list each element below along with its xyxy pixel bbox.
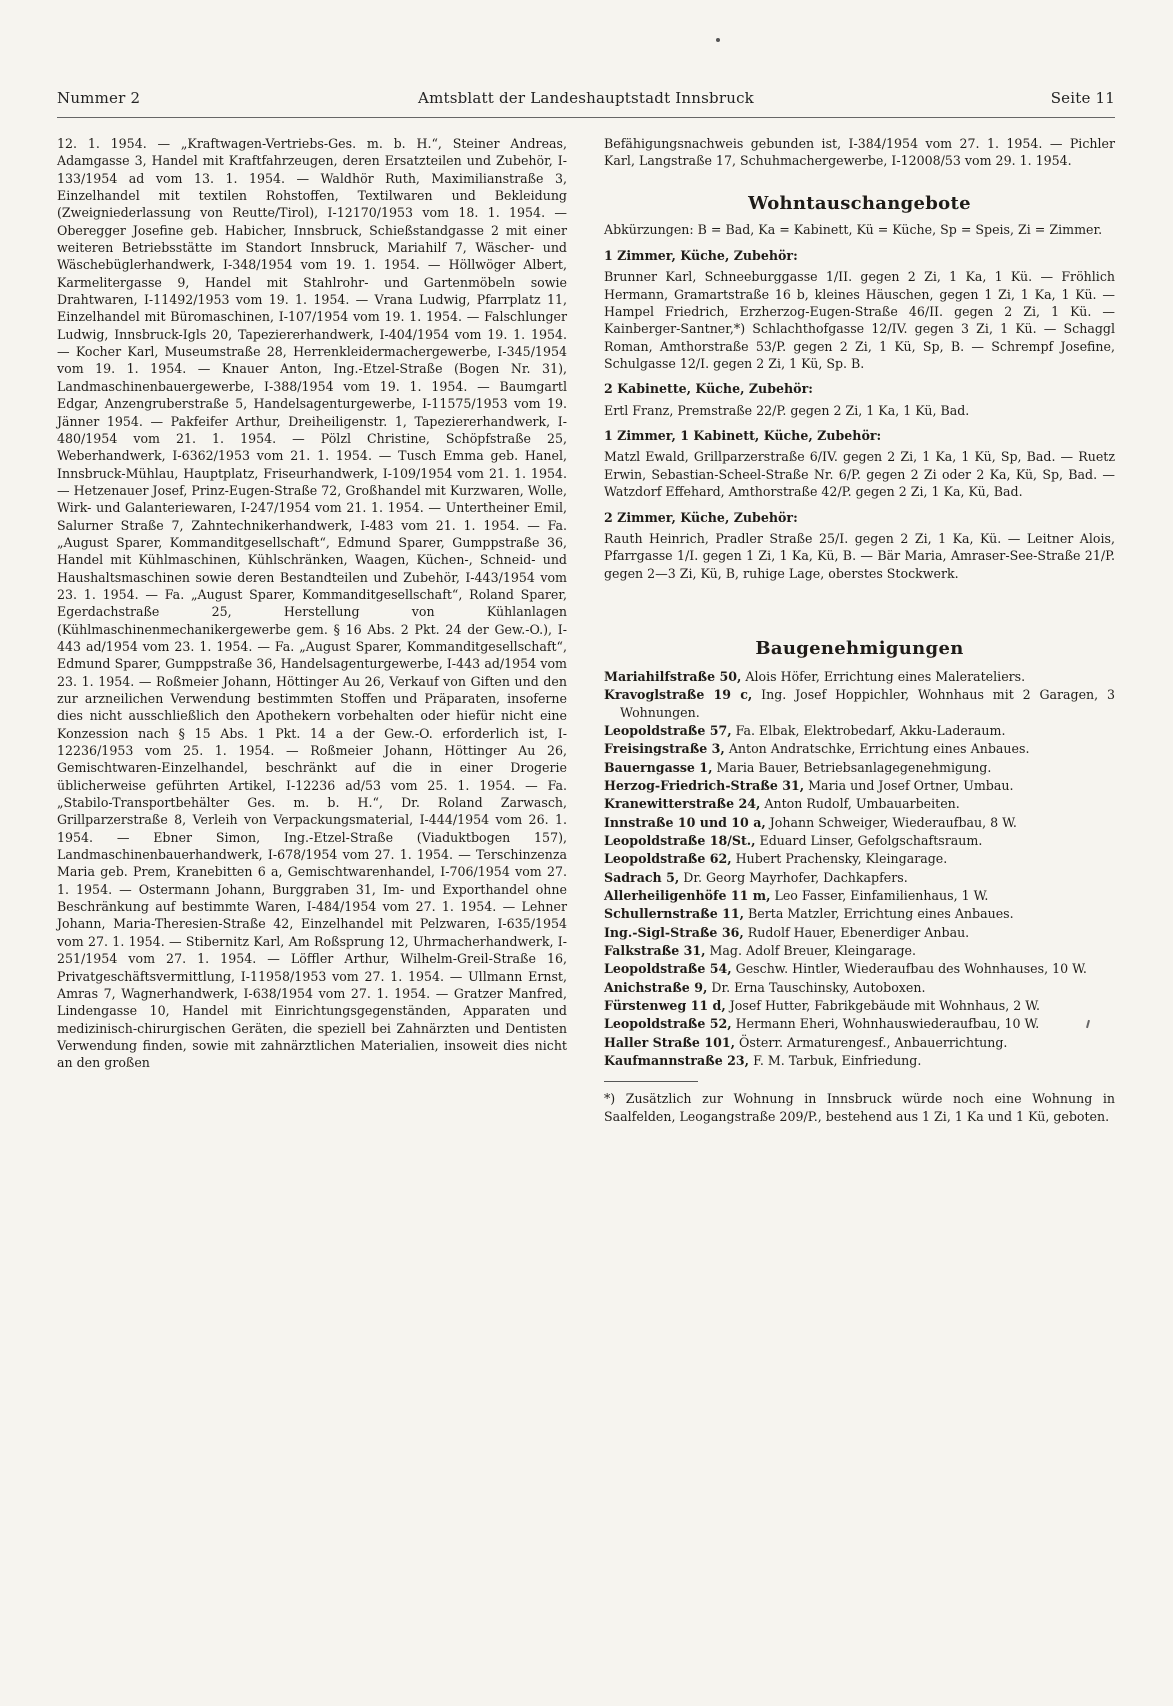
footnote: *) Zusätzlich zur Wohnung in Innsbruck würde noch eine Wohnung in Saalfelden, Leogangstraße 209/P., bestehend aus 1 Zi, 1 Ka und 1 Kü, geboten. <box>604 1091 1115 1124</box>
publication-title: Amtsblatt der Landeshauptstadt Innsbruck <box>418 89 754 107</box>
building-permit-item <box>604 850 1115 867</box>
building-permit-item <box>604 869 1115 886</box>
permit-details: Ing. Josef Hoppichler, Wohnhaus mit 2 Garagen, 3 Wohnungen. <box>620 687 1115 720</box>
permit-details: Alois Höfer, Errichtung eines Malerateliers. <box>741 668 1026 684</box>
housing-group-entries: Brunner Karl, Schneeburggasse 1/II. gegen 2 Zi, 1 Ka, 1 Kü. — Fröhlich Hermann, Gramartstraße 16 b, kleines Häuschen, gegen 1 Zi, 1 Ka, 1 Kü. — Hampel Friedrich, Erzherzog-Eugen-Straße 46/II. gegen 2 Zi, 1 Kü. — Kainberger-Santner,*) Schlachthofgasse 12/IV. gegen 3 Zi, 1 Kü. — Schaggl Roman, Amthorstraße 53/P. gegen 2 Zi, 1 Kü, Sp, B. — Schrempf Josefine, Schulgasse 12/I. gegen 2 Zi, 1 Kü, Sp. B. <box>604 269 1115 372</box>
left-column <box>57 135 567 1072</box>
housing-group-heading: 1 Zimmer, Küche, Zubehör: <box>604 248 798 264</box>
permit-street: Sadrach 5, <box>604 869 680 885</box>
abbreviation-legend: Abkürzungen: B = Bad, Ka = Kabinett, Kü = Küche, Sp = Speis, Zi = Zimmer. <box>604 221 1103 237</box>
permit-details: Eduard Linser, Gefolgschaftsraum. <box>755 832 983 848</box>
building-permit-item <box>604 1052 1115 1069</box>
building-permit-item <box>604 722 1115 739</box>
housing-group-entries: Rauth Heinrich, Pradler Straße 25/I. gegen 2 Zi, 1 Ka, Kü. — Leitner Alois, Pfarrgasse 1/I. gegen 1 Zi, 1 Ka, Kü, B. — Bär Maria, Amraser-See-Straße 21/P. gegen 2—3 Zi, Kü, B, ruhige Lage, oberstes Stockwerk. <box>604 530 1115 581</box>
permit-street: Anichstraße 9, <box>604 979 708 995</box>
permit-street: Mariahilfstraße 50, <box>604 668 742 684</box>
permit-details: Maria Bauer, Betriebsanlagegenehmigung. <box>712 759 992 775</box>
permit-street: Ing.-Sigl-Straße 36, <box>604 924 744 940</box>
permit-street: Fürstenweg 11 d, <box>604 998 726 1014</box>
permit-details: Geschw. Hintler, Wiederaufbau des Wohnhauses, 10 W. <box>731 961 1087 977</box>
housing-group-heading: 2 Kabinette, Küche, Zubehör: <box>604 381 813 397</box>
building-permit-item <box>604 887 1115 904</box>
building-permit-item <box>604 814 1115 831</box>
building-permit-item <box>604 942 1115 959</box>
paper-speck <box>716 38 720 42</box>
housing-group-heading: 1 Zimmer, 1 Kabinett, Küche, Zubehör: <box>604 428 882 444</box>
permit-details: F. M. Tarbuk, Einfriedung. <box>749 1053 922 1069</box>
permit-street: Leopoldstraße 62, <box>604 851 732 867</box>
page-header <box>57 89 1115 113</box>
building-permit-item <box>604 740 1115 757</box>
building-permit-list <box>604 668 1115 1070</box>
building-permit-item <box>604 759 1115 776</box>
building-permit-item <box>604 832 1115 849</box>
building-permit-item <box>604 795 1115 812</box>
permit-details: Hubert Prachensky, Kleingarage. <box>731 851 948 867</box>
housing-exchange-title: Wohntauschangebote <box>748 192 971 214</box>
header-rule <box>57 117 1115 118</box>
housing-group-entries: Ertl Franz, Premstraße 22/P. gegen 2 Zi, 1 Ka, 1 Kü, Bad. <box>604 402 970 418</box>
permit-street: Freisingstraße 3, <box>604 741 725 757</box>
permit-street: Leopoldstraße 54, <box>604 961 732 977</box>
permit-details: Anton Andratschke, Errichtung eines Anbaues. <box>724 741 1030 757</box>
permit-details: Leo Fasser, Einfamilienhaus, 1 W. <box>770 888 989 903</box>
permit-street: Kravoglstraße 19 c, <box>604 687 753 703</box>
trade-registrations-text: 12. 1. 1954. — „Kraftwagen-Vertriebs-Ges. m. b. H.“, Steiner Andreas, Adamgasse 3, Handel mit Kraftfahrzeugen, deren Ersatzteilen und Zubehör, I-133/1954 ad vom 13. 1. 1954. — Waldhör Ruth, Maximilianstraße 3, Einzelhandel mit textilen Rohstoffen, Textilwaren und Bekleidung (Zweigniederlassung von Reutte/Tirol), I-12170/1953 vom 18. 1. 1954. — Oberegger Josefine geb. Habicher, Innsbruck, Schießstandgasse 2 mit einer weiteren Betriebsstätte im Standort Innsbruck, Mariahilf 7, Wäscher- und Wäschebüglerhandwerk, I-348/1954 vom 19. 1. 1954. — Höllwöger Albert, Karmelitergasse 9, Handel mit Stahlrohr- und Gartenmöbeln sowie Drahtwaren, I-11492/1953 vom 19. 1. 1954. — Vrana Ludwig, Pfarrplatz 11, Einzelhandel mit Büromaschinen, I-107/1954 vom 19. 1. 1954. — Falschlunger Ludwig, Innsbruck-Igls 20, Tapeziererhandwerk, I-404/1954 vom 19. 1. 1954. — Kocher Karl, Museumstraße 28, Herrenkleidermachergewerbe, I-345/1954 vom 19. 1. 1954. — Knauer Anton, Ing.-Etzel-Straße (Bogen Nr. 31), Landmaschinenbauergewerbe, I-388/1954 vom 19. 1. 1954. — Baumgartl Edgar, Anzengruberstraße 5, Handelsagenturgewerbe, I-11575/1953 vom 19. Jänner 1954. — Pakfeifer Arthur, Dreiheiligenstr. 1, Tapeziererhandwerk, I-480/1954 vom 21. 1. 1954. — Pölzl Christine, Schöpfstraße 25, Weberhandwerk, I-6362/1953 vom 21. 1. 1954. — Tusch Emma geb. Hanel, Innsbruck-Mühlau, Hauptplatz, Friseurhandwerk, I-109/1954 vom 21. 1. 1954. — Hetzenauer Josef, Prinz-Eugen-Straße 72, Großhandel mit Kurzwaren, Wolle, Wirk- und Galanteriewaren, I-247/1954 vom 21. 1. 1954. — Untertheiner Emil, Salurner Straße 7, Zahntechnikerhandwerk, I-483 vom 21. 1. 1954. — Fa. „August Sparer, Kommanditgesellschaft“, Edmund Sparer, Gumppstraße 36, Handel mit Kühlmaschinen, Kühlschränken, Waagen, Küchen-, Schneid- und Haushaltsmaschinen sowie deren Bestandteilen und Zubehör, I-443/1954 vom 23. 1. 1954. — Fa. „August Sparer, Kommanditgesellschaft“, Roland Sparer, Egerdachstraße 25, Herstellung von Kühlanlagen (Kühlmaschinenmechanikergewerbe gem. § 16 Abs. 2 Pkt. 24 der Gew.-O.), I-443 ad/1954 vom 23. 1. 1954. — Fa. „August Sparer, Kommanditgesellschaft“, Edmund Sparer, Gumppstraße 36, Handelsagenturgewerbe, I-443 ad/1954 vom 23. 1. 1954. — Roßmeier Johann, Höttinger Au 26, Verkauf von Giften und den zur arzneilichen Verwendung bestimmten Stoffen und Präparaten, insoferne dies nicht ausschließlich den Apothekern vorbehalten oder hiefür nicht eine Konzession nach § 15 Abs. 1 Pkt. 14 a der Gew.-O. erforderlich ist, I-12236/1953 vom 25. 1. 1954. — Roßmeier Johann, Höttinger Au 26, Gemischtwaren-Einzelhandel, beschränkt auf die in einer Drogerie üblicherweise geführten Artikel, I-12236 ad/53 vom 25. 1. 1954. — Fa. „Stabilo-Transportbehälter Ges. m. b. H.“, Dr. Roland Zarwasch, Grillparzerstraße 8, Verleih von Verpackungsmaterial, I-444/1954 vom 26. 1. 1954. — Ebner Simon, Ing.-Etzel-Straße (Viaduktbogen 157), Landmaschinenbauerhandwerk, I-678/1954 vom 27. 1. 1954. — Terschinzenza Maria geb. Prem, Kranebitten 6 a, Gemischtwarenhandel, I-706/1954 vom 27. 1. 1954. — Ostermann Johann, Burggraben 31, Im- und Exporthandel ohne Beschränkung auf bestimmte Waren, I-484/1954 vom 27. 1. 1954. — Lehner Johann, Maria-Theresien-Straße 42, Einzelhandel mit Pelzwaren, I-635/1954 vom 27. 1. 1954. — Stibernitz Karl, Am Roßsprung 12, Uhrmacherhandwerk, I-251/1954 vom 27. 1. 1954. — Löffler Arthur, Wilhelm-Greil-Straße 16, Privatgeschäftsvermittlung, I-11958/1953 vom 27. 1. 1954. — Ullmann Ernst, Amras 7, Wagnerhandwerk, I-638/1954 vom 27. 1. 1954. — Gratzer Manfred, Lindengasse 10, Handel mit Einrichtungsgegenständen, Apparaten und medizinisch-chirurgischen Geräten, die speziell bei Zahnärzten und Dentisten Verwendung finden, sowie mit zahnärztlichen Materialien, insoweit dies nicht an den großen <box>57 136 567 1071</box>
permit-details: Mag. Adolf Breuer, Kleingarage. <box>705 943 916 959</box>
building-permit-item <box>604 924 1115 941</box>
right-column <box>604 135 1115 1125</box>
permit-street: Kranewitterstraße 24, <box>604 796 761 812</box>
permit-street: Innstraße 10 und 10 a, <box>604 814 766 830</box>
building-permit-item <box>604 960 1115 977</box>
building-permit-item <box>604 686 1115 721</box>
permit-street: Falkstraße 31, <box>604 943 706 959</box>
building-permit-item <box>604 668 1115 685</box>
building-permit-item <box>604 979 1115 996</box>
permit-details: Dr. Erna Tauschinsky, Autoboxen. <box>707 979 926 995</box>
permit-street: Kaufmannstraße 23, <box>604 1053 750 1069</box>
building-permit-item <box>604 997 1115 1014</box>
trade-registrations-continuation: Befähigungsnachweis gebunden ist, I-384/1954 vom 27. 1. 1954. — Pichler Karl, Langstraße 17, Schuhmachergewerbe, I-12008/53 vom 29. 1. 1954. <box>604 136 1115 169</box>
permit-street: Leopoldstraße 57, <box>604 722 732 738</box>
building-permit-item <box>604 777 1115 794</box>
permit-details: Dr. Georg Mayrhofer, Dachkapfers. <box>679 869 908 885</box>
building-permits-title: Baugenehmigungen <box>755 637 964 659</box>
permit-details: Berta Matzler, Errichtung eines Anbaues. <box>744 906 1014 922</box>
building-permit-item <box>604 905 1115 922</box>
housing-group-heading: 2 Zimmer, Küche, Zubehör: <box>604 509 798 525</box>
permit-street: Leopoldstraße 18/St., <box>604 832 756 848</box>
permit-street: Allerheiligenhöfe 11 m, <box>604 888 771 903</box>
permit-street: Schullernstraße 11, <box>604 906 745 922</box>
footnote-rule <box>604 1081 698 1082</box>
permit-details: Hermann Eheri, Wohnhauswiederaufbau, 10 W. <box>731 1016 1040 1032</box>
housing-group-entries: Matzl Ewald, Grillparzerstraße 6/IV. gegen 2 Zi, 1 Ka, 1 Kü, Sp, Bad. — Ruetz Erwin, Sebastian-Scheel-Straße Nr. 6/P. gegen 2 Zi oder 2 Ka, Kü, Sp, Bad. — Watzdorf Effehard, Amthorstraße 42/P. gegen 2 Zi, 1 Ka, Kü, Bad. <box>604 449 1115 500</box>
permit-details: Josef Hutter, Fabrikgebäude mit Wohnhaus, 2 W. <box>725 998 1040 1014</box>
permit-details: Maria und Josef Ortner, Umbau. <box>804 777 1014 793</box>
permit-street: Bauerngasse 1, <box>604 759 713 775</box>
permit-street: Haller Straße 101, <box>604 1034 736 1050</box>
permit-street: Herzog-Friedrich-Straße 31, <box>604 777 805 793</box>
building-permit-item <box>604 1034 1115 1051</box>
permit-details: Fa. Elbak, Elektrobedarf, Akku-Laderaum. <box>731 722 1006 738</box>
building-permit-item <box>604 1015 1115 1032</box>
issue-number: Nummer 2 <box>57 89 141 107</box>
permit-details: Johann Schweiger, Wiederaufbau, 8 W. <box>765 814 1017 830</box>
permit-details: Österr. Armaturengesf., Anbauerrichtung. <box>735 1034 1008 1050</box>
permit-details: Anton Rudolf, Umbauarbeiten. <box>760 796 960 812</box>
permit-details: Rudolf Hauer, Ebenerdiger Anbau. <box>743 924 970 940</box>
page-number: Seite 11 <box>1050 89 1115 107</box>
permit-street: Leopoldstraße 52, <box>604 1016 732 1032</box>
